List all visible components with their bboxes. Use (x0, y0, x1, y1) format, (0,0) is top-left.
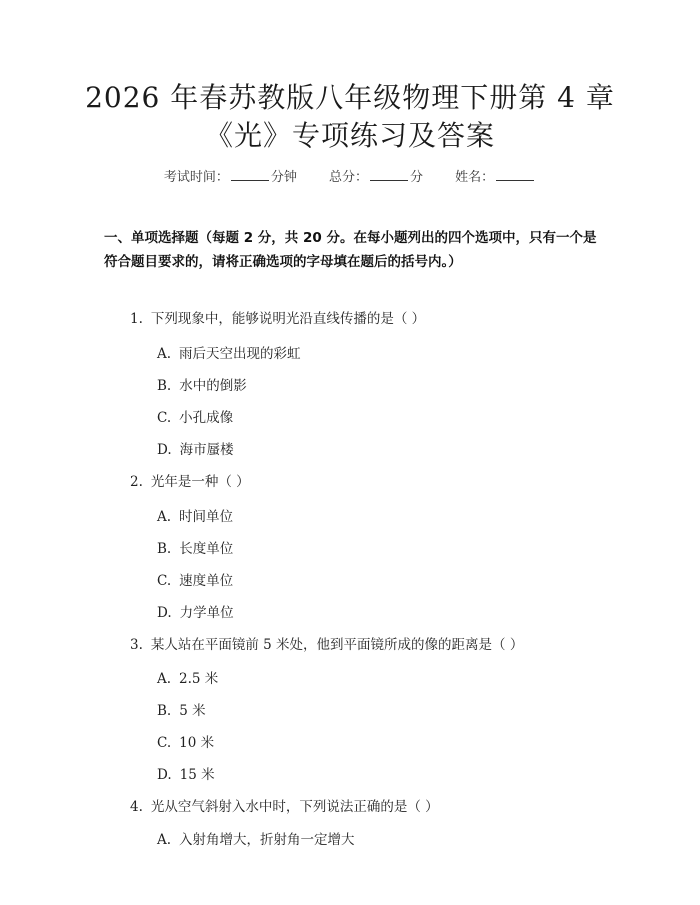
option-text: 时间单位 (179, 509, 234, 525)
document-title-line-1: 2026 年春苏教版八年级物理下册第 4 章 (85, 81, 615, 114)
option-3c (157, 733, 214, 753)
option-label: A. (157, 832, 172, 848)
option-label: C. (157, 573, 172, 589)
option-label: A. (157, 671, 172, 687)
student-name (455, 170, 536, 185)
option-1d (157, 440, 234, 460)
option-4a (157, 830, 355, 850)
option-label: A. (157, 346, 172, 362)
question-4 (130, 797, 439, 817)
exam-time-blank (231, 168, 269, 181)
option-text: 力学单位 (179, 605, 234, 621)
option-label: D. (157, 767, 172, 783)
student-name-label: 姓名： (455, 170, 495, 185)
option-2b (157, 539, 233, 559)
student-name-blank (496, 168, 534, 181)
option-label: C. (157, 410, 172, 426)
question-text: 某人站在平面镜前 5 米处，他到平面镜所成的像的距离是（ ） (150, 637, 524, 653)
option-text: 海市蜃楼 (179, 442, 234, 458)
exam-time-unit: 分钟 (270, 170, 297, 185)
option-label: D. (157, 605, 172, 621)
option-2d (157, 603, 234, 623)
option-text: 长度单位 (179, 541, 234, 557)
question-3 (130, 635, 523, 655)
exam-info-line (0, 168, 700, 188)
option-label: B. (157, 541, 172, 557)
section-heading-single-choice: 一、单项选择题（每题 2 分，共 20 分。在每小题列出的四个选项中，只有一个是符合题目要求的，请将正确选项的字母填在题后的括号内。） (104, 230, 597, 270)
total-score (329, 170, 427, 185)
question-2 (130, 472, 250, 492)
option-text: 雨后天空出现的彩虹 (179, 346, 301, 362)
total-score-unit: 分 (410, 170, 424, 185)
question-text: 光年是一种（ ） (150, 474, 250, 490)
option-text: 10 米 (179, 735, 215, 751)
option-1b (157, 376, 247, 396)
exam-time-label: 考试时间： (163, 170, 229, 185)
option-1a (157, 344, 301, 364)
total-score-label: 总分： (328, 170, 368, 185)
option-3b (157, 701, 206, 721)
option-text: 5 米 (179, 703, 206, 719)
option-label: B. (157, 378, 172, 394)
question-1 (130, 309, 425, 329)
option-text: 15 米 (179, 767, 215, 783)
document-title-line-2: 《光》专项练习及答案 (204, 119, 495, 152)
option-text: 入射角增大，折射角一定增大 (179, 832, 355, 848)
option-text: 2.5 米 (179, 671, 219, 687)
question-text: 光从空气斜射入水中时，下列说法正确的是（ ） (150, 799, 439, 815)
option-3d (157, 765, 215, 785)
question-number: 4. (130, 799, 143, 815)
exam-time (164, 170, 301, 185)
option-label: D. (157, 442, 172, 458)
option-text: 小孔成像 (179, 410, 234, 426)
option-label: A. (157, 509, 172, 525)
option-2c (157, 571, 233, 591)
option-label: C. (157, 735, 172, 751)
option-label: B. (157, 703, 172, 719)
option-2a (157, 507, 233, 527)
option-1c (157, 408, 233, 428)
option-text: 水中的倒影 (179, 378, 247, 394)
question-text: 下列现象中，能够说明光沿直线传播的是（ ） (150, 311, 426, 327)
option-text: 速度单位 (179, 573, 234, 589)
question-number: 3. (130, 637, 143, 653)
question-number: 2. (130, 474, 143, 490)
total-score-blank (370, 168, 408, 181)
option-3a (157, 669, 218, 689)
question-number: 1. (130, 311, 143, 327)
